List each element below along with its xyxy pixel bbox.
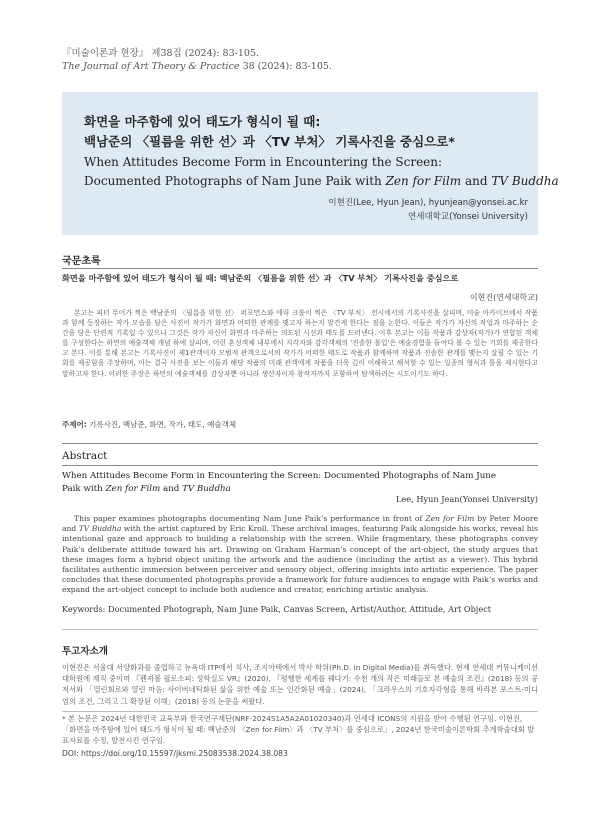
journal-name-en: The Journal of Art Theory & Practice	[62, 61, 240, 72]
en-body-tv-buddha: TV Buddha	[78, 524, 122, 534]
title-en-line1: When Attitudes Become Form in Encountering the Screen:	[84, 155, 443, 169]
title-work-tv-buddha: TV Buddha	[491, 174, 559, 188]
journal-volume-pages: 38 (2024): 83-105.	[239, 61, 332, 72]
en-body-zen-for-film: Zen for Film	[425, 514, 475, 523]
en-abstract-title-line2: Paik with	[62, 484, 106, 494]
funding-footnote: * 본 논문은 2024년 대한민국 교육부와 한국연구재단(NRF-2024S1A5A2A01020340)과 연세대 ICONS의 지원을 받아 수행된 연구임. 이현진, 「화면을 마주함에 있어 태도가 형식이 될 때: 백남준의 〈Zen for Film〉과 〈TV 부처〉를 중심으로」, 2024년 한국미술이론학회 추계학술대회 발표자료를 수정, 발전시킨 연구임.	[62, 714, 535, 745]
title-kr-line1: 화면을 마주함에 있어 태도가 형식이 될 때:	[84, 114, 321, 129]
kr-keywords-label: 주제어:	[62, 420, 87, 429]
author-affiliation: 연세대학교(Yonsei University)	[408, 212, 528, 222]
author-email: 이현진(Lee, Hyun Jean), hyunjean@yonsei.ac.kr	[328, 198, 528, 208]
contributor-bio: 이현진은 서울대 서양화과를 졸업하고 뉴욕대 ITP에서 석사, 조지아텍에서 박사 학위(Ph.D. in Digital Media)를 취득했다. 현재 연세대 커뮤니케이션대학원에 재직 중이며 『펜져볼 필로소피: 성학실도 VR』(2020), 『평행한 세계를 꿰다기: 수천 개의 작은 미래들로 본 예술의 조건』(2018) 등의 공저서와 「열린회로와 열린 마음: 사이버네틱화된 삶을 위한 예술 또는 인간화된 예술」(2024), 「크라우스의 기호자각형을 통해 바라본 포스트-미디엄의 조건, 그리고 그 확장된 이해」(2018) 등의 논문을 써왔다.	[62, 663, 538, 706]
journal-citation-en	[62, 61, 332, 72]
divider	[62, 629, 538, 630]
en-abstract-heading: Abstract	[62, 450, 108, 462]
en-title-tv-buddha: TV Buddha	[182, 484, 231, 494]
en-abstract-title	[62, 470, 538, 496]
en-abstract-author: Lee, Hyun Jean(Yonsei University)	[396, 494, 538, 504]
contributor-heading: 투고자소개	[62, 646, 108, 657]
divider	[62, 443, 538, 444]
title-en-line2-part1: Documented Photographs of Nam June Paik with	[84, 174, 386, 188]
en-body-part1: This paper examines photographs documenting Nam June Paik’s performance in front of	[74, 514, 426, 523]
en-keywords	[62, 604, 491, 614]
kr-keywords	[62, 419, 236, 430]
doi-link[interactable]: DOI: https://doi.org/10.15597/jksmi.25083538.2024.38.083	[62, 749, 288, 758]
title-kr-line2: 백남준의 〈필름을 위한 선〉과 〈TV 부처〉 기록사진을 중심으로*	[84, 134, 455, 149]
kr-abstract-subtitle: 화면을 마주함에 있어 태도가 형식이 될 때: 백남준의 〈필름을 위한 선〉과 〈TV 부처〉 기록사진을 중심으로	[62, 273, 459, 283]
kr-abstract-author: 이현진(연세대학교)	[469, 293, 538, 302]
en-abstract-body	[62, 514, 538, 596]
kr-keywords-list: 기록사진, 백남준, 화면, 작가, 태도, 예술객체	[89, 420, 237, 429]
kr-abstract-heading: 국문초록	[62, 256, 101, 267]
en-keywords-list: Documented Photograph, Nam June Paik, Canvas Screen, Artist/Author, Attitude, Art Object	[108, 604, 492, 614]
en-title-zen-for-film: Zen for Film	[105, 484, 161, 494]
en-abstract-title-line1: When Attitudes Become Form in Encountering the Screen: Documented Photographs of Nam June	[62, 471, 497, 481]
divider	[62, 268, 538, 269]
title-en-line2-and: and	[461, 174, 492, 188]
en-body-part2: by Peter Moore and	[62, 514, 538, 534]
kr-abstract-body: 본고는 피터 무어가 찍은 백남준의 〈필름을 위한 선〉 퍼포먼스와 에릭 크롤이 찍은 〈TV 부처〉 전시에서의 기록사진을 살피며, 미술 아카이브에서 작품과 함께 등장하는 작가 모습을 담은 사진이 작가가 화면과 어떠한 관계를 맺고자 하는지 발견케 한다는 점을 논한다. 이들은 작가가 자신의 작업과 마주하는 순간을 담은 단편적 기록일 수 있으나 그것은 작가 자신이 화면과 마주하는 의도된 시선과 태도를 드러낸다. 이후 본고는 이들 작품과 감상자(작가)가 연합된 객체를 구성한다는 하먼의 예술객체 개념 하에 살피며, 이런 혼성객체 내부에서 지각자와 감각객체의 '진솔한 몰입'은 예술경험을 들여다 볼 수 있는 기회를 제공한다고 본다. 이를 통해 본고는 기록사진이 제1관객이자 모범적 관객으로서의 작가가 어떠한 태도로 작품과 함께하며 작품과 진솔한 관계를 맺는지 살필 수 있는 기회를 제공함을 주장하며, 이는 결국 사진을 보는 이들과 해당 작품의 미래 관객에게 작품을 더욱 깊이 이해하고 해석할 수 있는 일종의 형식과 틀을 제시한다고 말하고자 한다. 이러한 주장은 하먼의 예술객체를 감상자뿐 아니라 생산자이자 창작자까지 포함하여 탐색하려는 시도이기도 하다.	[62, 309, 538, 378]
en-keywords-label: Keywords:	[62, 604, 106, 614]
divider	[62, 711, 538, 712]
title-work-zen-for-film: Zen for Film	[385, 174, 462, 188]
title-en-line2	[84, 174, 559, 188]
en-abstract-title-and: and	[160, 484, 183, 494]
divider	[62, 465, 538, 466]
en-body-part3: with the artist captured by Eric Kroll. These archival images, featuring Paik alongside his works, reveal his intentional gaze and approach to building a relationship with the screen. While fragmentary, these photographs convey Paik’s deliberate attitude toward his art. Drawing on Graham Harman’s concept of the art-object, the study argues that these images form a hybrid object uniting the artwork and the audience (including the artist as a viewer). This hybrid facilitates authentic immersion between perceiver and sensory object, offering insights into artistic experience. The paper concludes that these documented photographs provide a framework for future audiences to engage with Paik’s works and expand the art-object concept to include both audience and creator, enriching artistic analysis.	[62, 524, 538, 595]
title-box	[62, 92, 559, 235]
journal-citation-kr: 『미술이론과 현장』 제38집 (2024): 83-105.	[62, 48, 260, 59]
